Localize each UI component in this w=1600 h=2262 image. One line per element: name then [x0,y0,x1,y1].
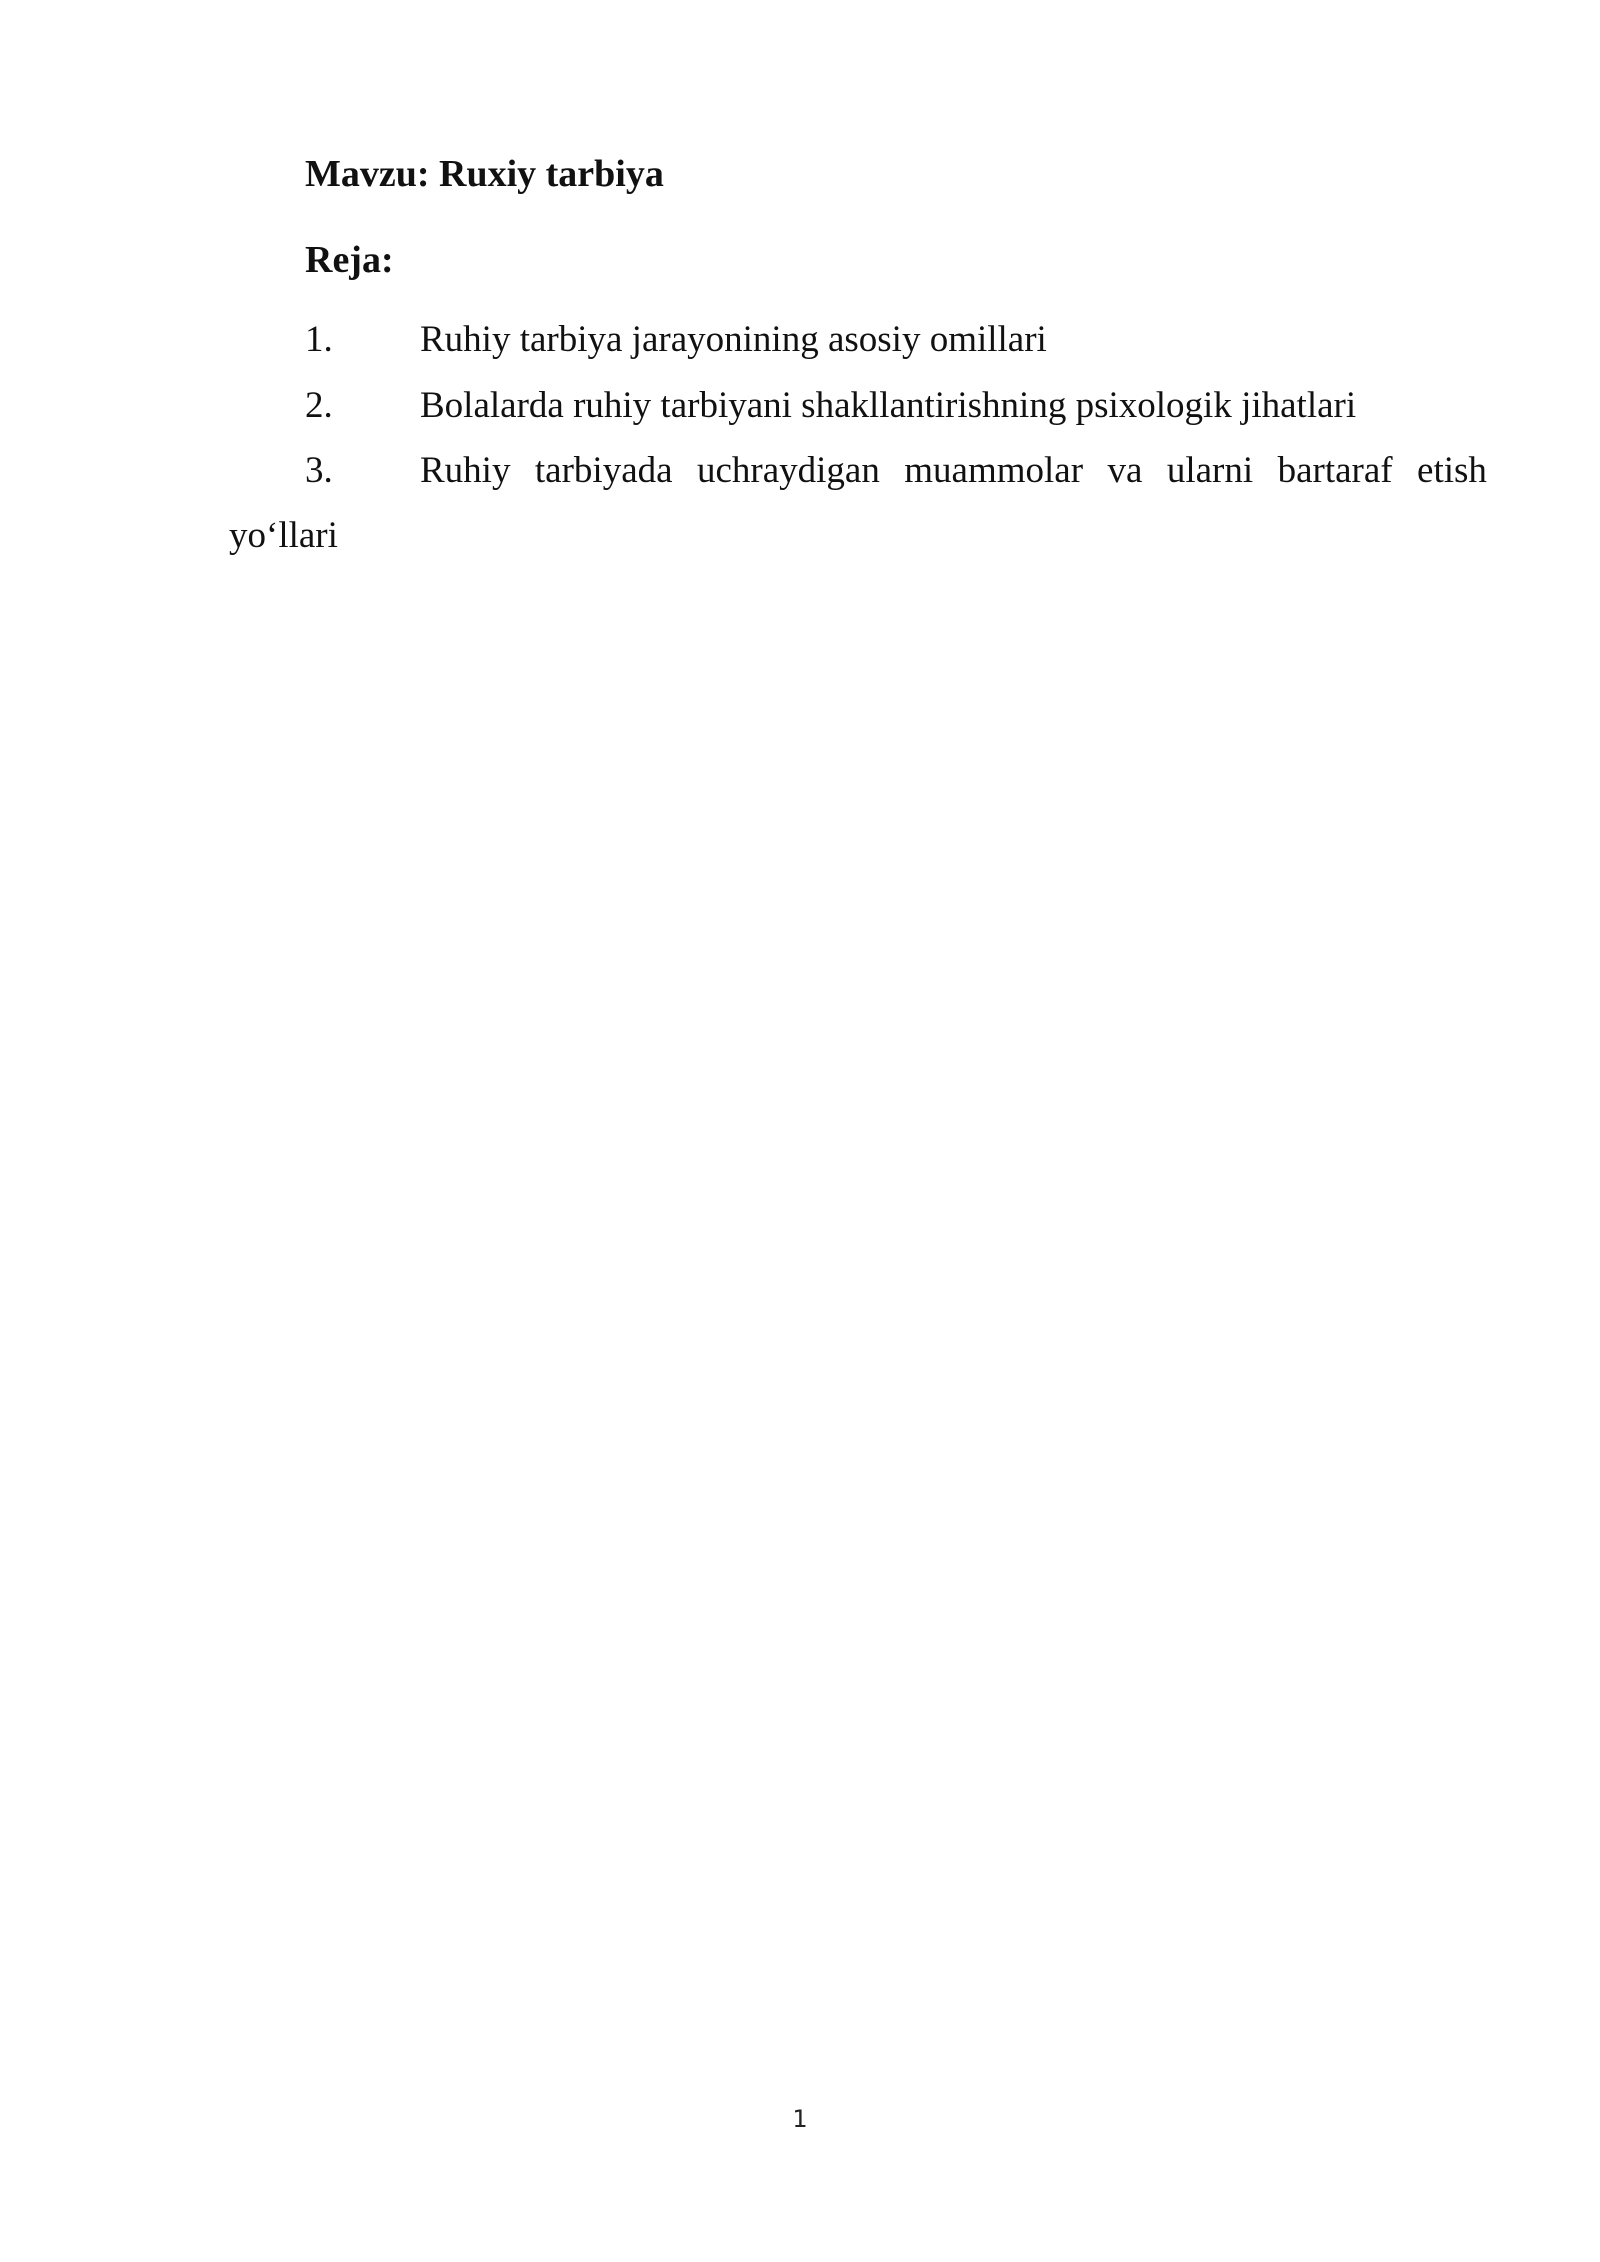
plan-item-word: va [1107,450,1143,491]
plan-item-number: 3. [305,450,333,491]
plan-item [305,449,1485,493]
plan-item [305,318,1485,362]
plan-item [305,384,1485,428]
plan-item-text [420,449,1487,493]
plan-heading: Reja: [305,239,394,281]
plan-item-text: Bolalarda ruhiy tarbiyani shakllantirishning psixologik jihatlari [420,385,1357,426]
plan-item-number: 1. [305,319,333,360]
plan-item-word: uchraydigan [696,450,880,491]
plan-item-word: ularni [1166,450,1254,491]
topic-heading: Mavzu: Ruxiy tarbiya [305,153,664,195]
plan-item-word: tarbiyada [534,450,673,491]
plan-item-word: etish [1417,450,1487,491]
plan-item-continuation: yo‘llari [229,515,338,556]
page-number: 1 [792,2105,808,2133]
plan-item-word: muammolar [904,450,1084,491]
plan-item-number: 2. [305,385,333,426]
plan-item-word: bartaraf [1277,450,1393,491]
plan-item-word: Ruhiy [420,450,511,491]
plan-item-text: Ruhiy tarbiya jarayonining asosiy omillari [420,319,1047,360]
